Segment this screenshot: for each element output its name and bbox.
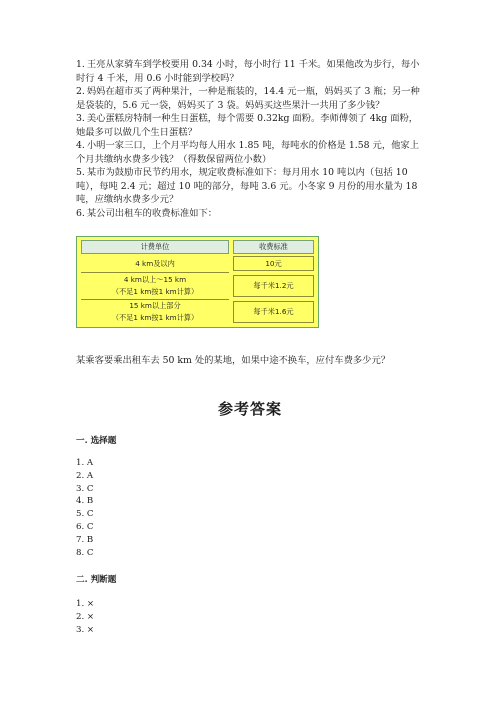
table-row-1-unit: 4 km及以内 xyxy=(135,258,175,268)
section-title-judgment: 二. 判断题 xyxy=(76,575,117,585)
table-row-3-unit: 15 km以上部分 （不足1 km按1 km计算） xyxy=(111,301,199,322)
list-item: 7. B xyxy=(76,534,94,545)
table-row-3-fee: 每千米1.6元 xyxy=(233,301,314,323)
table-header-row xyxy=(81,240,314,254)
problem-5: 5. 某市为鼓励市民节约用水，规定收费标准如下：每月用水 10 吨以内（包括 10 吨），每吨 2.4 元；超过 10 吨的部分，每吨 3.6 元。小冬家 9 月份的用水量为 18 吨，应缴纳水费多少元？ xyxy=(76,167,418,205)
list-item: 4. B xyxy=(76,496,94,507)
table-row-1-fee: 10元 xyxy=(233,256,314,271)
problem-4: 4. 小明一家三口，上个月平均每人用水 1.85 吨，每吨水的价格是 1.58 元，他家上个月共缴纳水费多少钱？（得数保留两位小数） xyxy=(76,140,420,165)
list-item: 1. × xyxy=(76,599,95,609)
table-row-2-unit: 4 km以上～15 km （不足1 km按1 km计算） xyxy=(111,275,199,296)
problem-3: 3. 美心蛋糕房特制一种生日蛋糕，每个需要 0.32kg 面粉。李师傅领了 4kg 面粉，她最多可以做几个生日蛋糕？ xyxy=(76,113,419,138)
list-item: 3. C xyxy=(76,483,94,494)
problem-2: 2. 妈妈在超市买了两种果汁，一种是瓶装的，14.4 元一瓶，妈妈买了 3 瓶；另一种是袋装的，5.6 元一袋，妈妈买了 3 袋。妈妈买这些果汁一共用了多少钱？ xyxy=(76,86,420,111)
list-item: 2. A xyxy=(76,470,94,481)
problem-1: 1. 王亮从家骑车到学校要用 0.34 小时，每小时行 11 千米。如果他改为步行，每小时行 4 千米，用 0.6 小时能到学校吗？ xyxy=(76,59,420,84)
judgment-answer-list xyxy=(76,598,94,636)
taxi-question: 某乘客要乘出租车去 50 km 处的某地，如果中途不换车，应付车费多少元？ xyxy=(76,355,391,366)
table-row-2-fee: 每千米1.2元 xyxy=(233,275,314,297)
answers-title: 参考答案 xyxy=(217,400,282,418)
choice-answer-list xyxy=(76,457,94,559)
table-divider xyxy=(81,272,229,273)
list-item: 3. × xyxy=(76,624,95,635)
list-item: 1. A xyxy=(76,458,94,468)
list-item: 8. C xyxy=(76,547,94,558)
table-header-fee: 收费标准 xyxy=(233,240,314,254)
problem-6: 6. 某公司出租车的收费标准如下： xyxy=(76,207,218,219)
table-header-unit: 计费单位 xyxy=(81,240,229,254)
problem-list xyxy=(76,58,426,220)
section-title-choice: 一. 选择题 xyxy=(76,436,117,446)
list-item: 2. × xyxy=(76,611,95,622)
list-item: 6. C xyxy=(76,521,94,532)
list-item: 5. C xyxy=(76,509,94,520)
taxi-fee-table xyxy=(76,236,319,328)
